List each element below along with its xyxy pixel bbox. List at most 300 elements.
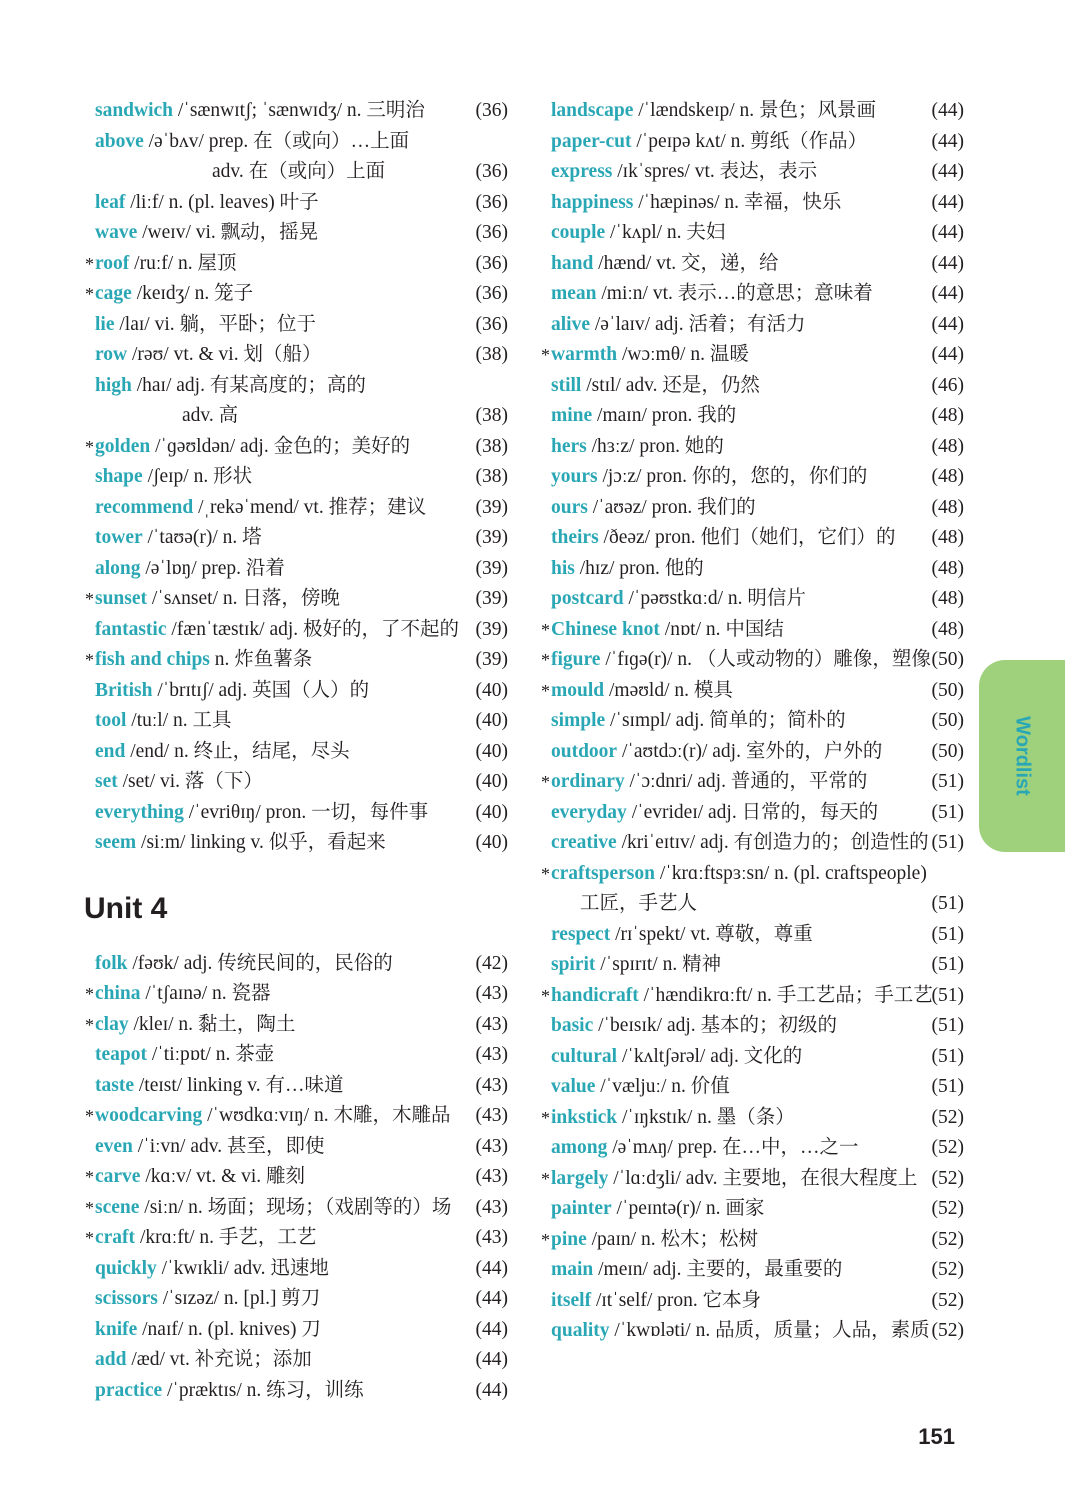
entry-page-ref: (48) xyxy=(931,435,964,457)
entry-page-ref: (43) xyxy=(475,1105,508,1126)
entry-star-marker: * xyxy=(541,1168,550,1189)
entry-page-ref: (43) xyxy=(475,1013,508,1035)
entry-headword: end xyxy=(95,740,126,762)
entry-definition: prep. 在…中，…之一 xyxy=(677,1137,859,1158)
entry-headword: roof xyxy=(95,252,130,274)
entry-definition: n. 价值 xyxy=(671,1076,730,1097)
entry-star-marker: * xyxy=(541,680,550,701)
entry-text xyxy=(95,706,232,737)
entry-headword: basic xyxy=(551,1015,594,1036)
entry-pronunciation: /ˈbeɪsɪk/ xyxy=(593,1015,667,1036)
entry-pronunciation: /ˈlændskeɪp/ xyxy=(633,100,740,121)
entry-list-right xyxy=(538,96,968,1347)
entry-page-ref: (44) xyxy=(931,252,964,274)
entry-page-ref: (40) xyxy=(475,710,508,731)
entry-text xyxy=(551,188,841,219)
entry-star-marker: * xyxy=(541,1229,550,1250)
entry-definition: n. 手工艺品；手工艺 xyxy=(757,984,933,1006)
entry-pronunciation: /nɒt/ xyxy=(659,618,706,640)
entry-text xyxy=(551,523,895,554)
entry-star-marker: * xyxy=(85,1106,94,1126)
entry-pronunciation: /stɪl/ xyxy=(581,374,626,396)
entry-text xyxy=(551,1316,930,1347)
entry-headword: wave xyxy=(95,222,138,243)
entry-text xyxy=(95,1376,364,1407)
wordlist-entry xyxy=(82,584,512,615)
entry-definition: adv. 主要地，在很大程度上 xyxy=(685,1167,918,1189)
entry-definition: n. 工具 xyxy=(173,710,232,731)
entry-definition: pron. 你的，您的，你们的 xyxy=(646,466,868,487)
entry-pronunciation: /ˈpəʊstkɑːd/ xyxy=(623,588,728,609)
entry-headword: lie xyxy=(95,313,115,335)
entry-text xyxy=(95,1315,321,1346)
entry-headword: carve xyxy=(95,1166,141,1187)
entry-definition: vt. 补充说；添加 xyxy=(169,1349,312,1370)
entry-definition: adj. 室外的，户外的 xyxy=(712,740,883,762)
entry-definition: pron. 他的 xyxy=(619,557,704,579)
entry-headword: taste xyxy=(95,1074,134,1096)
wordlist-entry xyxy=(82,188,512,219)
entry-text xyxy=(95,1284,320,1315)
entry-headword: painter xyxy=(551,1198,612,1219)
entry-definition: n. 笼子 xyxy=(194,283,254,304)
entry-page-ref: (48) xyxy=(931,496,964,518)
entry-pronunciation: /ˈlɑːdʒli/ xyxy=(608,1167,686,1189)
entry-page-ref: (43) xyxy=(475,1227,508,1248)
entry-pronunciation: /ɪkˈspres/ xyxy=(612,161,695,182)
wordlist-entry xyxy=(82,798,512,829)
wordlist-entry xyxy=(538,279,968,310)
entry-page-ref: (51) xyxy=(931,954,964,975)
wordlist-entry xyxy=(82,1010,512,1041)
entry-pronunciation: /ˈevrideɪ/ xyxy=(626,801,709,823)
entry-headword: scissors xyxy=(95,1288,158,1309)
entry-page-ref: (40) xyxy=(475,771,508,792)
entry-headword: everything xyxy=(95,801,184,823)
entry-text xyxy=(551,279,873,310)
wordlist-entry xyxy=(82,340,512,371)
entry-pronunciation: /ˈsʌnset/ xyxy=(147,588,223,609)
entry-headword: theirs xyxy=(551,527,599,548)
entry-page-ref: (48) xyxy=(931,588,964,609)
entry-page-ref: (51) xyxy=(931,1045,964,1067)
entry-star-marker: * xyxy=(541,863,550,884)
entry-definition: adj. 有创造力的；创造性的 xyxy=(700,832,929,853)
entry-headword: main xyxy=(551,1259,594,1280)
entry-pronunciation: /əˈlaɪv/ xyxy=(590,313,655,335)
entry-page-ref: (44) xyxy=(931,161,964,182)
entry-pronunciation: /ˈbrɪtɪʃ/ xyxy=(152,679,219,701)
entry-pronunciation: /jɔːz/ xyxy=(597,466,647,487)
entry-page-ref: (44) xyxy=(475,1288,508,1309)
entry-text xyxy=(95,249,237,280)
entry-page-ref: (36) xyxy=(475,161,508,182)
entry-page-ref: (46) xyxy=(931,374,964,396)
entry-definition: vi. 躺，平卧；位于 xyxy=(154,313,316,335)
entry-definition: prep. 在（或向）…上面 xyxy=(208,130,410,152)
entry-page-ref: (44) xyxy=(931,344,964,365)
entry-pronunciation: /teɪst/ xyxy=(133,1074,188,1096)
wordlist-entry xyxy=(82,1315,512,1346)
entry-text xyxy=(551,615,784,646)
entry-headword: value xyxy=(551,1076,596,1097)
entry-page-ref: (39) xyxy=(475,618,508,640)
wordlist-entry xyxy=(538,310,968,341)
entry-definition: n. 屋顶 xyxy=(178,252,237,274)
wordlist-entry xyxy=(538,706,968,737)
entry-pronunciation: /məʊld/ xyxy=(604,679,675,701)
entry-text xyxy=(551,920,813,951)
entry-star-marker: * xyxy=(85,284,94,304)
entry-page-ref: (51) xyxy=(931,1015,964,1036)
entry-page-ref: (36) xyxy=(475,222,508,243)
entry-page-ref: (38) xyxy=(475,435,508,457)
entry-definition: vt. 表示…的意思；意味着 xyxy=(652,283,873,304)
entry-text xyxy=(551,462,867,493)
entry-text xyxy=(95,218,318,249)
wordlist-entry xyxy=(538,676,968,707)
entry-headword: clay xyxy=(95,1013,129,1035)
entry-page-ref: (44) xyxy=(475,1379,508,1401)
entry-headword: everyday xyxy=(551,801,627,823)
entry-headword: folk xyxy=(95,952,128,974)
entry-headword: knife xyxy=(95,1318,138,1340)
entry-pronunciation: /maɪn/ xyxy=(592,405,652,426)
entry-text xyxy=(551,371,760,402)
entry-page-ref: (43) xyxy=(475,1196,508,1218)
entry-page-ref: (44) xyxy=(931,222,964,243)
entry-definition: vt. & vi. 划（船） xyxy=(173,344,322,365)
entry-page-ref: (43) xyxy=(475,1044,508,1065)
entry-headword: ours xyxy=(551,496,588,518)
entry-star-marker: * xyxy=(85,650,94,670)
wordlist-entry xyxy=(538,462,968,493)
wordlist-entry xyxy=(538,1255,968,1286)
entry-pronunciation: /laɪ/ xyxy=(114,313,155,335)
entry-headword: express xyxy=(551,161,613,182)
entry-page-ref: (51) xyxy=(931,801,964,823)
entry-pronunciation: /æd/ xyxy=(126,1349,170,1370)
entry-definition: n. (pl. leaves) 叶子 xyxy=(168,191,319,213)
wordlist-entry xyxy=(538,1225,968,1256)
entry-page-ref: (44) xyxy=(931,191,964,213)
entry-definition: prep. 沿着 xyxy=(201,557,285,579)
entry-page-ref: (50) xyxy=(931,679,964,701)
wordlist-entry xyxy=(538,249,968,280)
entry-text xyxy=(95,737,350,768)
entry-pronunciation: /ˈhæpinəs/ xyxy=(633,191,725,213)
wordlist-entry xyxy=(538,127,968,158)
entry-definition: n. 松木；松树 xyxy=(640,1228,758,1250)
entry-star-marker: * xyxy=(85,1167,94,1187)
entry-text xyxy=(95,1010,295,1041)
entry-pronunciation: /liːf/ xyxy=(125,191,169,213)
entry-page-ref: (52) xyxy=(931,1137,964,1158)
wordlist-entry xyxy=(538,615,968,646)
entry-headword: mould xyxy=(551,679,605,701)
entry-text xyxy=(551,249,779,280)
wordlist-entry xyxy=(538,1133,968,1164)
left-column xyxy=(82,96,512,1406)
entry-pronunciation: /ˈsænwɪtʃ; ˈsænwɪdʒ/ xyxy=(173,100,347,121)
wordlist-entry xyxy=(82,676,512,707)
entry-definition: n. 精神 xyxy=(662,954,722,975)
entry-text xyxy=(551,310,806,341)
entry-definition: n. 明信片 xyxy=(727,588,806,609)
entry-star-marker: * xyxy=(85,1014,94,1035)
wordlist-entry xyxy=(538,218,968,249)
entry-text xyxy=(551,1225,758,1256)
wordlist-entry xyxy=(538,493,968,524)
entry-definition: adj. 文化的 xyxy=(710,1045,803,1067)
entry-text xyxy=(551,157,817,188)
wordlist-entry xyxy=(538,981,968,1012)
entry-page-ref: (39) xyxy=(475,496,508,518)
entry-headword: fish and chips xyxy=(95,649,210,670)
entry-text xyxy=(182,401,238,432)
entry-text xyxy=(95,493,426,524)
entry-definition: n. 日落，傍晚 xyxy=(222,588,340,609)
entry-text xyxy=(551,1072,730,1103)
entry-text xyxy=(551,798,878,829)
wordlist-entry xyxy=(82,554,512,585)
entry-text xyxy=(95,371,366,402)
entry-definition: n. 终止，结尾，尽头 xyxy=(174,740,350,762)
entry-headword: cage xyxy=(95,283,132,304)
entry-pronunciation: /ˈtʃaɪnə/ xyxy=(140,983,212,1004)
entry-headword: yours xyxy=(551,466,598,487)
entry-headword: tower xyxy=(95,527,143,548)
entry-headword: add xyxy=(95,1349,127,1370)
entry-definition: vt. 交，递，给 xyxy=(656,252,779,274)
entry-pronunciation: /wɔːmθ/ xyxy=(617,344,691,365)
entry-text xyxy=(551,127,867,158)
entry-headword: sunset xyxy=(95,588,148,609)
wordlist-entry xyxy=(538,96,968,127)
entry-page-ref: (52) xyxy=(931,1228,964,1250)
entry-text xyxy=(95,828,386,859)
wordlist-entry-continuation xyxy=(82,157,512,188)
entry-pronunciation: /set/ xyxy=(117,771,160,792)
entry-headword: paper-cut xyxy=(551,130,632,152)
entry-text xyxy=(551,828,929,859)
entry-headword: hand xyxy=(551,252,594,274)
entry-definition: adv. 甚至，即使 xyxy=(190,1135,325,1157)
entry-page-ref: (51) xyxy=(931,1076,964,1097)
entry-text xyxy=(95,96,425,127)
entry-definition: n. 三明治 xyxy=(346,100,425,121)
entry-text xyxy=(551,584,806,615)
entry-headword: golden xyxy=(95,435,151,457)
entry-pronunciation: /ˈpeɪpə kʌt/ xyxy=(631,130,731,152)
entry-star-marker: * xyxy=(85,436,94,457)
entry-pronunciation: /ˈvæljuː/ xyxy=(595,1076,672,1097)
wordlist-entry xyxy=(538,1286,968,1317)
entry-pronunciation: /ˈevriθɪŋ/ xyxy=(183,801,266,823)
entry-page-ref: (48) xyxy=(931,527,964,548)
entry-text xyxy=(551,706,846,737)
entry-pronunciation: /ˈkʌpl/ xyxy=(605,222,667,243)
entry-star-marker: * xyxy=(85,1197,94,1218)
wordlist-entry xyxy=(82,127,512,158)
entry-text xyxy=(95,188,319,219)
entry-page-ref: (51) xyxy=(931,893,964,914)
entry-headword: even xyxy=(95,1135,133,1157)
entry-headword: high xyxy=(95,374,132,396)
entry-definition: pron. 她的 xyxy=(639,435,724,457)
wordlist-entry xyxy=(82,1040,512,1071)
entry-pronunciation: /kɑːv/ xyxy=(140,1166,197,1187)
entry-definition: n. 幸福，快乐 xyxy=(724,191,842,213)
wordlist-entry xyxy=(538,584,968,615)
entry-star-marker: * xyxy=(541,619,550,640)
entry-page-ref: (52) xyxy=(931,1167,964,1189)
entry-definition: n. 中国结 xyxy=(705,618,784,640)
entry-page-ref: (44) xyxy=(475,1349,508,1370)
entry-definition: adj. 极好的，了不起的 xyxy=(269,618,460,640)
entry-page-ref: (39) xyxy=(475,649,508,670)
entry-text xyxy=(95,645,312,676)
entry-pronunciation: /ˈɔːdnri/ xyxy=(624,771,698,792)
entry-pronunciation: /ˈwʊdkɑːvɪŋ/ xyxy=(202,1105,315,1126)
entry-pronunciation: /ðeəz/ xyxy=(598,527,655,548)
wordlist-entry xyxy=(538,401,968,432)
entry-headword: china xyxy=(95,983,141,1004)
entry-pronunciation: /hɜːz/ xyxy=(586,435,640,457)
entry-text xyxy=(551,676,733,707)
entry-definition: pron. 一切，每件事 xyxy=(265,801,429,823)
entry-pronunciation: /siːm/ xyxy=(136,832,191,853)
entry-page-ref: (40) xyxy=(475,801,508,823)
wordlist-entry xyxy=(538,737,968,768)
entry-page-ref: (38) xyxy=(475,405,508,426)
entry-definition: adj. 有某高度的；高的 xyxy=(176,374,366,396)
entry-text xyxy=(95,127,409,158)
entry-text xyxy=(551,859,927,890)
entry-page-ref: (51) xyxy=(931,771,964,792)
entry-headword: his xyxy=(551,557,575,579)
entry-headword: spirit xyxy=(551,954,596,975)
wordlist-entry xyxy=(82,310,512,341)
wordlist-side-tab[interactable] xyxy=(979,660,1065,852)
entry-headword: above xyxy=(95,130,144,152)
entry-pronunciation: /ˌrekəˈmend/ xyxy=(193,496,304,518)
entry-headword: scene xyxy=(95,1196,140,1218)
entry-pronunciation: /rəʊ/ xyxy=(127,344,174,365)
entry-definition: vi. 飘动，摇晃 xyxy=(195,222,319,243)
entry-page-ref: (40) xyxy=(475,740,508,762)
entry-pronunciation: /ˈɪŋkstɪk/ xyxy=(617,1106,698,1128)
entry-pronunciation: /əˈbʌv/ xyxy=(143,130,209,152)
entry-page-ref: (44) xyxy=(931,100,964,121)
wordlist-entry xyxy=(538,340,968,371)
wordlist-entry-continuation xyxy=(82,401,512,432)
entry-page-ref: (48) xyxy=(931,466,964,487)
entry-page-ref: (38) xyxy=(475,466,508,487)
wordlist-entry xyxy=(82,706,512,737)
entry-text xyxy=(95,949,393,980)
entry-definition: n. 瓷器 xyxy=(211,983,271,1004)
entry-definition: adj. 简单的；简朴的 xyxy=(675,710,846,731)
entry-headword: craftsperson xyxy=(551,862,655,884)
entry-text xyxy=(95,523,262,554)
entry-page-ref: (51) xyxy=(931,984,964,1006)
entry-text xyxy=(95,310,316,341)
entry-pronunciation: /ˈkwɒləti/ xyxy=(609,1320,696,1341)
wordlist-entry xyxy=(82,949,512,980)
entry-text xyxy=(95,615,459,646)
entry-page-ref: (51) xyxy=(931,923,964,945)
entry-pronunciation: /əˈlɒŋ/ xyxy=(140,557,202,579)
wordlist-entry xyxy=(82,767,512,798)
entry-headword: couple xyxy=(551,222,606,243)
entry-page-ref: (44) xyxy=(475,1318,508,1340)
entry-pronunciation: /keɪdʒ/ xyxy=(131,283,195,304)
entry-star-marker: * xyxy=(541,985,550,1006)
wordlist-entry xyxy=(82,1193,512,1224)
entry-definition: n. 木雕，木雕品 xyxy=(314,1105,451,1126)
entry-text xyxy=(95,584,340,615)
entry-pronunciation: /fəʊk/ xyxy=(127,952,184,974)
entry-headword: along xyxy=(95,557,141,579)
wordlist-entry xyxy=(538,1011,968,1042)
entry-page-ref: (44) xyxy=(931,130,964,152)
entry-headword: mine xyxy=(551,405,593,426)
entry-headword: cultural xyxy=(551,1045,618,1067)
entry-definition: adj. 传统民间的，民俗的 xyxy=(183,952,393,974)
entry-headword: woodcarving xyxy=(95,1105,203,1126)
entry-headword: set xyxy=(95,771,118,792)
entry-text xyxy=(95,979,271,1010)
entry-page-ref: (50) xyxy=(931,740,964,762)
entry-text xyxy=(551,554,704,585)
entry-headword: quickly xyxy=(95,1257,157,1279)
entry-headword: still xyxy=(551,374,582,396)
entry-pronunciation: /paɪn/ xyxy=(586,1228,641,1250)
entry-star-marker: * xyxy=(85,253,94,274)
entry-definition: adv. 还是，仍然 xyxy=(625,374,760,396)
entry-pronunciation: /ˈkwɪkli/ xyxy=(156,1257,234,1279)
wordlist-entry xyxy=(82,432,512,463)
wordlist-entry xyxy=(538,798,968,829)
entry-page-ref: (36) xyxy=(475,313,508,335)
entry-definition: 工匠，手艺人 xyxy=(580,893,698,914)
entry-pronunciation: /miːn/ xyxy=(596,283,653,304)
entry-definition: adv. 迅速地 xyxy=(233,1257,329,1279)
entry-definition: n. (pl. knives) 刀 xyxy=(188,1318,321,1340)
entry-page-ref: (43) xyxy=(475,1135,508,1157)
entry-text xyxy=(95,1101,451,1132)
entry-definition: vi. 落（下） xyxy=(160,771,263,792)
entry-headword: inkstick xyxy=(551,1106,618,1128)
entry-page-ref: (36) xyxy=(475,191,508,213)
entry-headword: simple xyxy=(551,710,606,731)
entry-text xyxy=(95,767,263,798)
entry-headword: quality xyxy=(551,1320,610,1341)
entry-star-marker: * xyxy=(541,1107,550,1128)
wordlist-entry xyxy=(538,188,968,219)
entry-text xyxy=(580,889,697,920)
wordlist-entry xyxy=(82,1284,512,1315)
entry-page-ref: (50) xyxy=(931,649,964,670)
wordlist-entry xyxy=(538,432,968,463)
wordlist-entry xyxy=(82,493,512,524)
entry-pronunciation: /ˈpræktɪs/ xyxy=(162,1379,247,1401)
entry-pronunciation: /ˈpeɪntə(r)/ xyxy=(611,1198,706,1219)
wordlist-entry xyxy=(538,645,968,676)
entry-headword: row xyxy=(95,344,128,365)
wordlist-entry xyxy=(82,1376,512,1407)
